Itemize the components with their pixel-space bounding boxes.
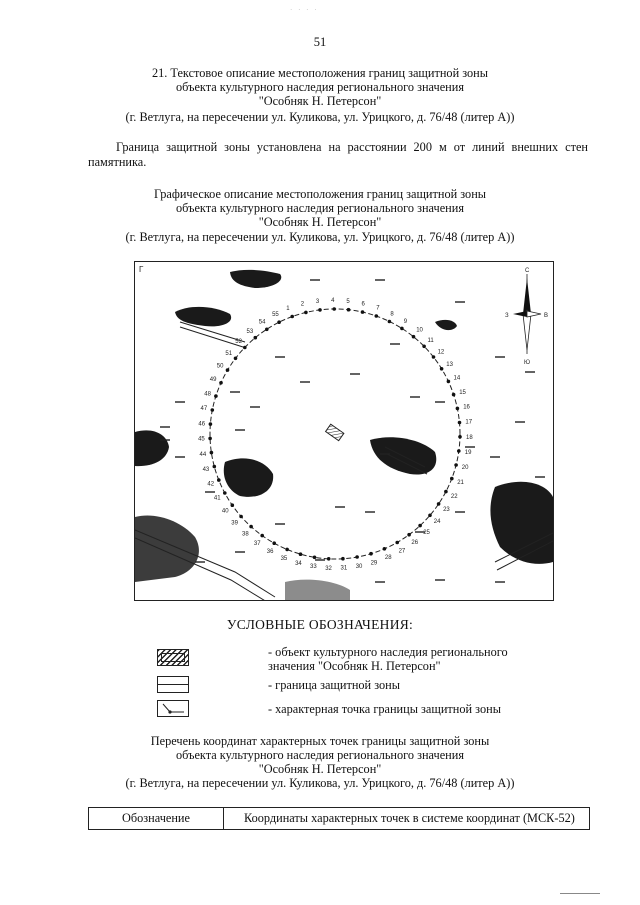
boundary-point: [249, 525, 253, 529]
boundary-point: [454, 463, 458, 467]
boundary-point: [265, 328, 269, 332]
section-title-line3: "Особняк Н. Петерсон": [258, 94, 382, 108]
boundary-point-label: 17: [465, 419, 473, 426]
boundary-point-label: 30: [355, 563, 363, 570]
boundary-point-label: 41: [213, 495, 221, 502]
legend-title: УСЛОВНЫЕ ОБОЗНАЧЕНИЯ:: [226, 617, 414, 632]
boundary-point: [422, 345, 426, 349]
graphic-title-line2: объекта культурного наследия регионального значения: [176, 201, 464, 215]
boundary-point-label: 55: [272, 312, 279, 319]
boundary-point: [412, 335, 416, 339]
boundary-point: [369, 552, 373, 556]
boundary-point-label: 29: [370, 560, 378, 567]
boundary-point-label: 8: [390, 311, 394, 318]
boundary-point: [214, 394, 218, 398]
coords-title-line3: "Особняк Н. Петерсон": [258, 762, 382, 776]
boundary-point-label: 26: [411, 539, 419, 546]
map-corner-mark: Г: [139, 265, 144, 274]
boundary-point: [428, 514, 432, 518]
boundary-point: [432, 355, 436, 359]
boundary-point-label: 38: [242, 531, 249, 538]
boundary-point: [223, 491, 227, 495]
boundary-point: [304, 311, 308, 315]
section-title-line4: (г. Ветлуга, на пересечении ул. Куликова, ул. Урицкого, д. 76/48 (литер А)): [125, 110, 515, 124]
boundary-point: [332, 307, 336, 311]
boundary-point-label: 50: [216, 363, 224, 370]
boundary-point: [285, 548, 289, 552]
boundary-point-label: 11: [427, 338, 434, 344]
boundary-point: [400, 327, 404, 331]
boundary-point: [290, 315, 294, 319]
boundary-point-label: 40: [221, 508, 229, 515]
boundary-point-label: 24: [433, 519, 441, 526]
boundary-point: [361, 310, 365, 314]
scan-mark: · · · ·: [290, 6, 319, 14]
boundary-point: [450, 477, 454, 481]
boundary-point: [277, 320, 281, 324]
protection-zone-map: [134, 261, 554, 601]
boundary-point-label: 43: [202, 466, 210, 473]
boundary-point: [375, 314, 379, 318]
boundary-point-label: 28: [384, 555, 392, 562]
boundary-point: [243, 346, 247, 350]
boundary-point-label: 33: [310, 564, 317, 571]
boundary-point-label: 32: [325, 565, 332, 572]
boundary-point-label: 35: [280, 555, 288, 562]
boundary-point: [210, 451, 214, 455]
boundary-point: [452, 393, 456, 397]
boundary-point: [383, 547, 387, 551]
boundary-paragraph: Граница защитной зоны установлена на расстоянии 200 м от линий внешних стен памятника.: [88, 140, 588, 169]
terrain-patches: [135, 270, 553, 601]
boundary-point-label: 23: [443, 506, 450, 513]
boundary-point: [341, 557, 345, 561]
page-number: 51: [313, 35, 327, 49]
boundary-point-label: 7: [376, 305, 380, 312]
legend-boundary-label: - граница защитной зоны: [268, 678, 400, 692]
boundary-point: [457, 449, 461, 453]
boundary-point-label: 9: [403, 318, 408, 325]
boundary-point-label: 4: [331, 298, 335, 304]
boundary-point: [254, 336, 258, 340]
boundary-point-label: 25: [423, 530, 430, 537]
boundary-point-label: 6: [361, 301, 365, 308]
graphic-title-line1: Графическое описание местоположения границ защитной зоны: [153, 187, 487, 201]
boundary-point: [208, 437, 212, 441]
boundary-point: [388, 320, 392, 324]
boundary-point-label: 2: [300, 301, 305, 308]
legend-heritage-label-line2: значения "Особняк Н. Петерсон": [268, 659, 441, 673]
footer-line: [560, 893, 600, 894]
boundary-point: [458, 421, 462, 425]
boundary-point-label: 31: [340, 565, 348, 572]
coords-table-header: [88, 807, 590, 830]
boundary-point: [213, 465, 217, 469]
boundary-point-label: 10: [416, 327, 423, 334]
coords-title-line4: (г. Ветлуга, на пересечении ул. Куликова, ул. Урицкого, д. 76/48 (литер А)): [125, 776, 515, 790]
boundary-point-label: 53: [246, 328, 254, 335]
legend-heritage-symbol: [157, 649, 189, 666]
compass-rose: [505, 268, 548, 366]
boundary-point: [395, 541, 399, 545]
legend-heritage-label-line1: - объект культурного наследия регионального: [268, 645, 508, 659]
boundary-point: [272, 541, 276, 545]
map-canvas: [135, 262, 554, 601]
boundary-point-label: 20: [461, 465, 469, 472]
boundary-point-label: 51: [225, 350, 233, 357]
boundary-point-label: 1: [286, 306, 290, 313]
boundary-point-label: 15: [459, 389, 466, 396]
boundary-point-label: 13: [446, 362, 453, 369]
compass-north: С: [525, 268, 530, 274]
coords-title-line1: Перечень координат характерных точек границы защитной зоны: [150, 734, 490, 748]
section-title-line1: 21. Текстовое описание местоположения границ защитной зоны: [151, 66, 488, 80]
boundary-point-label: 21: [457, 479, 464, 486]
boundary-point-label: 46: [198, 421, 206, 428]
boundary-point: [209, 422, 213, 426]
boundary-point: [456, 407, 460, 411]
boundary-point: [234, 357, 238, 361]
boundary-point-label: 12: [437, 349, 445, 356]
boundary-point-label: 47: [200, 406, 208, 413]
coords-title-line2: объекта культурного наследия регионального значения: [176, 748, 464, 762]
boundary-point-label: 54: [258, 319, 266, 326]
boundary-point: [355, 555, 359, 559]
boundary-point-label: 27: [398, 548, 406, 555]
boundary-point-label: 19: [464, 450, 472, 457]
boundary-point-label: 42: [207, 481, 215, 488]
graphic-title-line4: (г. Ветлуга, на пересечении ул. Куликова, ул. Урицкого, д. 76/48 (литер А)): [125, 230, 515, 244]
boundary-point: [313, 556, 317, 560]
compass-south: Ю: [524, 360, 531, 366]
boundary-point: [219, 381, 223, 385]
boundary-point: [458, 435, 462, 439]
boundary-point-label: 45: [198, 436, 205, 443]
boundary-point: [347, 308, 351, 312]
boundary-point: [231, 503, 235, 507]
column-coordinates: Координаты характерных точек в системе координат (МСК-52): [244, 811, 575, 825]
compass-west: З: [505, 313, 509, 319]
boundary-point-label: 18: [466, 435, 473, 441]
boundary-point-label: 16: [463, 404, 470, 411]
legend-point-label: - характерная точка границы защитной зоны: [268, 702, 501, 716]
boundary-point: [217, 478, 221, 482]
heritage-object: [326, 424, 344, 441]
boundary-point-label: 37: [253, 540, 261, 547]
boundary-point: [299, 552, 303, 556]
boundary-point: [260, 534, 264, 538]
boundary-point: [418, 524, 422, 528]
boundary-point: [440, 367, 444, 371]
boundary-point: [239, 515, 243, 519]
boundary-point: [211, 408, 215, 412]
boundary-point-label: 22: [450, 493, 458, 500]
boundary-point-label: 48: [204, 391, 211, 398]
boundary-point: [327, 557, 331, 561]
boundary-point-label: 34: [295, 560, 302, 567]
boundary-point-label: 3: [315, 299, 320, 305]
column-designation: Обозначение: [89, 808, 224, 829]
legend-boundary-symbol: [157, 676, 189, 693]
boundary-point: [437, 502, 441, 506]
boundary-point: [447, 380, 451, 384]
boundary-point-label: 39: [231, 520, 238, 527]
boundary-point: [226, 368, 230, 372]
boundary-point-label: 5: [346, 298, 350, 305]
boundary-point-label: 52: [235, 339, 242, 346]
boundary-point: [444, 490, 448, 494]
legend-point-symbol: [157, 700, 189, 717]
boundary-point-label: 36: [266, 549, 274, 556]
boundary-point-label: 44: [199, 451, 207, 458]
graphic-title-line3: "Особняк Н. Петерсон": [258, 215, 382, 229]
boundary-point-label: 14: [453, 375, 461, 382]
boundary-point-label: 49: [209, 377, 217, 384]
boundary-point: [318, 308, 322, 312]
boundary-point: [407, 533, 411, 537]
compass-east: В: [544, 313, 549, 319]
section-title-line2: объекта культурного наследия регионального значения: [176, 80, 464, 94]
